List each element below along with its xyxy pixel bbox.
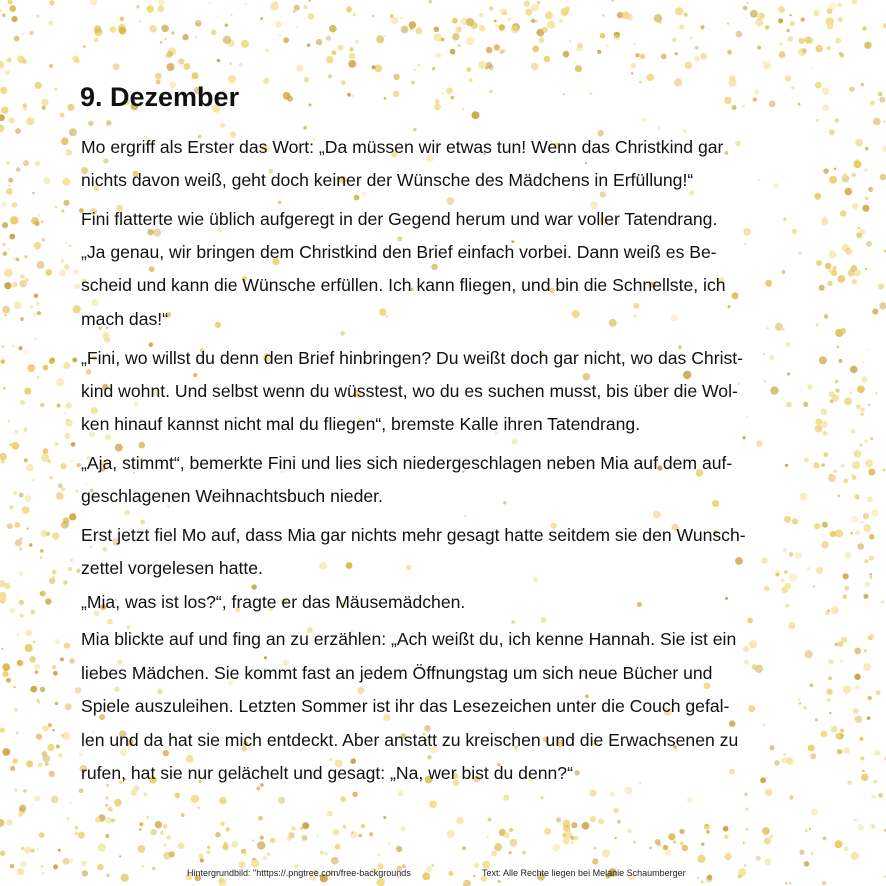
page-title: 9. Dezember xyxy=(80,82,240,112)
text-credit: Text: Alle Rechte liegen bei Melanie Schaumberger xyxy=(482,868,686,878)
story-line: mach das!“ xyxy=(81,309,169,329)
story-line: „Ja genau, wir bringen dem Christkind den Brief einfach vorbei. Dann weiß es Be- xyxy=(81,242,717,262)
story-line: Mo ergriff als Erster das Wort: „Da müssen wir etwas tun! Wenn das Christkind gar xyxy=(81,137,724,157)
story-line: nichts davon weiß, geht doch keiner der Wünsche des Mädchens in Erfüllung!“ xyxy=(81,170,694,190)
story-line: „Aja, stimmt“, bemerkte Fini und lies sich niedergeschlagen neben Mia auf dem auf- xyxy=(81,453,733,473)
story-line: Erst jetzt fiel Mo auf, dass Mia gar nichts mehr gesagt hatte seitdem sie den Wunsch- xyxy=(81,525,746,545)
story-line: kind wohnt. Und selbst wenn du wüsstest, wo du es suchen musst, bis über die Wol- xyxy=(81,381,738,401)
background-credit: Hintergrundbild: "htttps://.pngtree.com/free-backgrounds xyxy=(187,868,411,878)
story-line: len und da hat sie mich entdeckt. Aber anstatt zu kreischen und die Erwachsenen zu xyxy=(81,730,739,750)
story-line: zettel vorgelesen hatte. xyxy=(81,558,263,578)
story-line: „Mia, was ist los?“, fragte er das Mäusemädchen. xyxy=(81,592,466,612)
story-line: scheid und kann die Wünsche erfüllen. Ich kann fliegen, und bin die Schnellste, ich xyxy=(81,275,726,295)
story-line: rufen, hat sie nur gelächelt und gesagt: „Na, wer bist du denn?“ xyxy=(81,763,573,783)
story-line: Spiele auszuleihen. Letzten Sommer ist ihr das Lesezeichen unter die Couch gefal- xyxy=(81,696,730,716)
story-line: Mia blickte auf und fing an zu erzählen: „Ach weißt du, ich kenne Hannah. Sie ist ein xyxy=(81,629,737,649)
story-line: Fini flatterte wie üblich aufgeregt in der Gegend herum und war voller Tatendrang. xyxy=(81,209,718,229)
story-line: „Fini, wo willst du denn den Brief hinbringen? Du weißt doch gar nicht, wo das Christ- xyxy=(81,348,744,368)
story-line: geschlagenen Weihnachtsbuch nieder. xyxy=(81,486,383,506)
story-line: liebes Mädchen. Sie kommt fast an jedem Öffnungstag um sich neue Bücher und xyxy=(81,663,713,683)
story-line: ken hinauf kannst nicht mal du fliegen“, bremste Kalle ihren Tatendrang. xyxy=(81,414,641,434)
